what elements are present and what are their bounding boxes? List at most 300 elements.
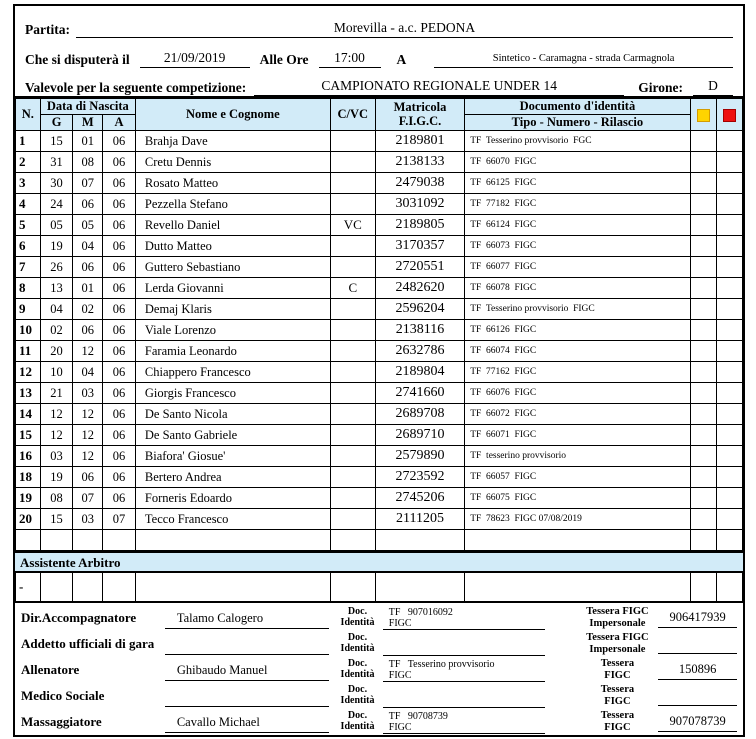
venue-field[interactable]: Sintetico - Caramagna - strada Carmagnola (434, 53, 733, 68)
birth-year-cell: 06 (103, 488, 136, 509)
tessera-label-line2: FIGC (604, 669, 631, 681)
table-row (16, 446, 743, 467)
staff-role-label: Allenatore (21, 661, 80, 677)
captain-flag-cell (330, 299, 375, 320)
matricola-line1: Matricola (393, 99, 447, 114)
captain-flag-cell (330, 320, 375, 341)
tessera-label (581, 632, 655, 654)
yellow-card-cell (690, 299, 716, 320)
matricola-cell: 2579890 (375, 446, 464, 467)
birth-month-cell: 08 (73, 152, 103, 173)
birth-year-cell: 06 (103, 152, 136, 173)
document-cell: TF 66124 FIGC (465, 215, 690, 236)
tessera-number-field[interactable]: 907078739 (658, 712, 737, 732)
red-card-cell (716, 173, 742, 194)
birth-year-cell: 06 (103, 278, 136, 299)
assistant-referee-band: Assistente Arbitro (15, 551, 743, 572)
player-number-cell: 12 (16, 362, 41, 383)
red-card-cell (716, 299, 742, 320)
birth-month-cell: 12 (73, 341, 103, 362)
document-cell: TF 66074 FIGC (465, 341, 690, 362)
staff-role-label: Massaggiatore (21, 713, 102, 729)
document-cell: TF 66073 FIGC (465, 236, 690, 257)
partita-field[interactable]: Morevilla - a.c. PEDONA (76, 20, 733, 38)
table-row (16, 215, 743, 236)
yellow-card-icon (697, 109, 710, 122)
captain-flag-cell (330, 341, 375, 362)
player-name-cell: Revello Daniel (135, 215, 330, 236)
assistant-day-cell (40, 573, 73, 602)
birth-month-cell (73, 530, 103, 551)
red-card-cell (716, 236, 742, 257)
document-cell: TF Tesserino provvisorio FGC (465, 131, 690, 152)
tessera-label (581, 606, 655, 628)
red-card-cell (716, 215, 742, 236)
document-cell: TF Tesserino provvisorio FIGC (465, 299, 690, 320)
assistant-year-cell (103, 573, 136, 602)
col-header-m: M (73, 115, 103, 131)
yellow-card-cell (690, 383, 716, 404)
player-name-cell: Giorgis Francesco (135, 383, 330, 404)
captain-flag-cell (330, 152, 375, 173)
staff-name-field[interactable] (165, 633, 329, 655)
birth-day-cell: 10 (40, 362, 73, 383)
tessera-label-line2: FIGC (604, 721, 631, 733)
table-row (16, 530, 743, 551)
yellow-card-cell (690, 278, 716, 299)
doc-identity-label (335, 685, 380, 706)
matricola-cell: 2189801 (375, 131, 464, 152)
document-cell: TF 66071 FIGC (465, 425, 690, 446)
birth-month-cell: 06 (73, 257, 103, 278)
col-header-matricola (375, 99, 464, 131)
staff-document-field[interactable] (383, 658, 545, 682)
captain-flag-cell: C (330, 278, 375, 299)
captain-flag-cell (330, 194, 375, 215)
red-card-cell (716, 152, 742, 173)
document-cell: TF 77162 FIGC (465, 362, 690, 383)
table-row (16, 131, 743, 152)
tessera-label (581, 710, 655, 732)
assistant-month-cell (73, 573, 103, 602)
birth-day-cell: 20 (40, 341, 73, 362)
player-number-cell: 5 (16, 215, 41, 236)
staff-row (21, 709, 737, 735)
staff-role-label: Addetto ufficiali di gara (21, 635, 155, 651)
birth-month-cell: 04 (73, 362, 103, 383)
yellow-card-cell (690, 362, 716, 383)
document-cell: TF 66070 FIGC (465, 152, 690, 173)
matricola-cell: 3170357 (375, 236, 464, 257)
matricola-cell: 2720551 (375, 257, 464, 278)
player-number-cell: 9 (16, 299, 41, 320)
red-card-cell (716, 131, 742, 152)
birth-day-cell: 19 (40, 467, 73, 488)
birth-day-cell: 03 (40, 446, 73, 467)
staff-doc-line1: TF Tesserino provvisorio (388, 658, 495, 670)
red-card-cell (716, 446, 742, 467)
time-label: Alle Ore (259, 52, 309, 67)
captain-flag-cell (330, 530, 375, 551)
staff-row (21, 657, 737, 683)
staff-name-field[interactable]: Cavallo Michael (165, 711, 329, 733)
tessera-number-field[interactable]: 150896 (658, 660, 737, 680)
birth-month-cell: 12 (73, 425, 103, 446)
birth-month-cell: 06 (73, 320, 103, 341)
staff-doc-line1: TF 907016092 (388, 606, 453, 618)
player-number-cell: 18 (16, 467, 41, 488)
birth-month-cell: 03 (73, 509, 103, 530)
staff-document-field[interactable] (383, 684, 545, 708)
birth-year-cell: 06 (103, 215, 136, 236)
yellow-card-cell (690, 131, 716, 152)
matricola-cell (375, 530, 464, 551)
red-card-cell (716, 257, 742, 278)
matricola-cell: 2689708 (375, 404, 464, 425)
birth-year-cell (103, 530, 136, 551)
birth-month-cell: 01 (73, 131, 103, 152)
document-cell: TF 66077 FIGC (465, 257, 690, 278)
staff-doc-line2: FIGC (388, 617, 412, 629)
staff-name-field[interactable] (165, 685, 329, 707)
yellow-card-cell (690, 425, 716, 446)
birth-day-cell: 19 (40, 236, 73, 257)
assistant-name-cell[interactable] (135, 573, 330, 602)
assistant-red-card-cell (716, 573, 742, 602)
matricola-cell: 2596204 (375, 299, 464, 320)
roster-table (15, 98, 743, 551)
birth-month-cell: 12 (73, 404, 103, 425)
table-row (16, 299, 743, 320)
birth-day-cell: 31 (40, 152, 73, 173)
birth-month-cell: 03 (73, 383, 103, 404)
assistant-yellow-card-cell (690, 573, 716, 602)
birth-day-cell: 05 (40, 215, 73, 236)
col-header-a: A (103, 115, 136, 131)
staff-document-field[interactable] (383, 710, 545, 734)
document-cell: TF 66057 FIGC (465, 467, 690, 488)
staff-role-label: Dir.Accompagnatore (21, 609, 137, 625)
matricola-cell: 2745206 (375, 488, 464, 509)
staff-row (21, 631, 737, 657)
player-name-cell: Forneris Edoardo (135, 488, 330, 509)
birth-year-cell: 06 (103, 257, 136, 278)
time-field[interactable]: 17:00 (319, 50, 381, 68)
tessera-number-field[interactable] (658, 634, 737, 654)
at-label: A (396, 52, 407, 67)
player-number-cell: 2 (16, 152, 41, 173)
yellow-card-cell (690, 320, 716, 341)
player-number-cell: 4 (16, 194, 41, 215)
table-row (16, 257, 743, 278)
date-field[interactable]: 21/09/2019 (140, 50, 250, 68)
birth-month-cell: 05 (73, 215, 103, 236)
player-name-cell: Biafora' Giosue' (135, 446, 330, 467)
birth-year-cell: 06 (103, 383, 136, 404)
captain-flag-cell (330, 488, 375, 509)
col-header-g: G (40, 115, 73, 131)
player-name-cell: Lerda Giovanni (135, 278, 330, 299)
birth-day-cell: 08 (40, 488, 73, 509)
competition-field[interactable]: CAMPIONATO REGIONALE UNDER 14 (254, 78, 624, 96)
captain-flag-cell (330, 131, 375, 152)
birth-day-cell: 12 (40, 425, 73, 446)
doc-label-line1: Doc. (347, 684, 368, 695)
table-row (16, 383, 743, 404)
staff-name-field[interactable]: Ghibaudo Manuel (165, 659, 329, 681)
matricola-cell: 2479038 (375, 173, 464, 194)
player-number-cell: 8 (16, 278, 41, 299)
roster-body (16, 131, 743, 551)
birth-day-cell: 24 (40, 194, 73, 215)
birth-day-cell: 15 (40, 131, 73, 152)
col-header-birth: Data di Nascita (40, 99, 135, 115)
col-header-name: Nome e Cognome (135, 99, 330, 131)
doc-label-line2: Identità (340, 642, 375, 654)
player-number-cell: 3 (16, 173, 41, 194)
form-header (15, 6, 743, 98)
player-number-cell: 19 (16, 488, 41, 509)
yellow-card-cell (690, 530, 716, 551)
tessera-label-line1: Tessera (600, 684, 635, 696)
matricola-cell: 2189804 (375, 362, 464, 383)
birth-year-cell: 07 (103, 509, 136, 530)
red-card-cell (716, 278, 742, 299)
captain-flag-cell (330, 173, 375, 194)
girone-label: Girone: (638, 80, 683, 95)
matricola-cell: 2482620 (375, 278, 464, 299)
assistant-matricola-cell (375, 573, 464, 602)
tessera-label-line1: Tessera FIGC (586, 632, 649, 644)
red-card-cell (716, 425, 742, 446)
staff-doc-line2: FIGC (388, 721, 412, 733)
player-number-cell (16, 530, 41, 551)
tessera-label (581, 684, 655, 706)
player-name-cell: Pezzella Stefano (135, 194, 330, 215)
player-name-cell: Tecco Francesco (135, 509, 330, 530)
player-name-cell: Viale Lorenzo (135, 320, 330, 341)
birth-day-cell (40, 530, 73, 551)
birth-year-cell: 06 (103, 194, 136, 215)
table-row (16, 341, 743, 362)
doc-label-line2: Identità (340, 668, 375, 680)
doc-label-line1: Doc. (347, 710, 368, 721)
tessera-number-field[interactable]: 906417939 (658, 608, 737, 628)
table-row (16, 278, 743, 299)
col-header-documento: Documento d'identità (465, 99, 690, 115)
yellow-card-cell (690, 404, 716, 425)
doc-label-line1: Doc. (347, 632, 368, 643)
matricola-cell: 2138116 (375, 320, 464, 341)
red-card-icon (723, 109, 736, 122)
birth-year-cell: 06 (103, 299, 136, 320)
red-card-cell (716, 530, 742, 551)
player-name-cell: Chiappero Francesco (135, 362, 330, 383)
captain-flag-cell (330, 509, 375, 530)
player-number-cell: 10 (16, 320, 41, 341)
staff-row (21, 683, 737, 709)
table-row (16, 425, 743, 446)
doc-identity-label (335, 659, 380, 680)
doc-identity-label (335, 633, 380, 654)
player-number-cell: 1 (16, 131, 41, 152)
birth-month-cell: 07 (73, 488, 103, 509)
birth-month-cell: 06 (73, 194, 103, 215)
matricola-cell: 2741660 (375, 383, 464, 404)
document-cell: TF 77182 FIGC (465, 194, 690, 215)
yellow-card-cell (690, 215, 716, 236)
player-name-cell: Guttero Sebastiano (135, 257, 330, 278)
matricola-line2: F.I.G.C. (398, 113, 442, 128)
yellow-card-cell (690, 236, 716, 257)
player-name-cell: Bertero Andrea (135, 467, 330, 488)
tessera-label-line1: Tessera (600, 710, 635, 722)
captain-flag-cell (330, 257, 375, 278)
red-card-cell (716, 194, 742, 215)
assistant-referee-table (15, 572, 743, 603)
staff-doc-line1: TF 90708739 (388, 710, 448, 722)
red-card-cell (716, 467, 742, 488)
doc-identity-label (335, 711, 380, 732)
doc-label-line1: Doc. (347, 658, 368, 669)
captain-flag-cell (330, 446, 375, 467)
table-row (16, 467, 743, 488)
table-row (16, 236, 743, 257)
birth-year-cell: 06 (103, 341, 136, 362)
tessera-label-line2: FIGC (604, 695, 631, 707)
document-cell: TF 66125 FIGC (465, 173, 690, 194)
col-header-cvc: C/VC (330, 99, 375, 131)
yellow-card-cell (690, 194, 716, 215)
birth-day-cell: 26 (40, 257, 73, 278)
matricola-cell: 2632786 (375, 341, 464, 362)
assistant-document-cell (465, 573, 690, 602)
staff-role-label: Medico Sociale (21, 687, 105, 703)
col-header-yellow-card (690, 99, 716, 131)
tessera-label (581, 658, 655, 680)
doc-label-line1: Doc. (347, 606, 368, 617)
yellow-card-cell (690, 509, 716, 530)
partita-label: Partita: (25, 22, 70, 37)
yellow-card-cell (690, 341, 716, 362)
birth-year-cell: 06 (103, 467, 136, 488)
match-roster-form (13, 4, 745, 737)
assistant-referee-row (16, 573, 743, 602)
player-name-cell: Dutto Matteo (135, 236, 330, 257)
staff-document-field[interactable] (383, 632, 545, 656)
table-row (16, 152, 743, 173)
yellow-card-cell (690, 467, 716, 488)
girone-field[interactable]: D (693, 78, 733, 96)
staff-row (21, 605, 737, 631)
matricola-cell: 2138133 (375, 152, 464, 173)
birth-month-cell: 06 (73, 467, 103, 488)
tessera-number-field[interactable] (658, 686, 737, 706)
document-cell (465, 530, 690, 551)
player-number-cell: 11 (16, 341, 41, 362)
staff-section (15, 603, 743, 735)
staff-name-field[interactable]: Talamo Calogero (165, 607, 329, 629)
player-name-cell: Rosato Matteo (135, 173, 330, 194)
col-header-n: N. (16, 99, 41, 131)
yellow-card-cell (690, 446, 716, 467)
doc-label-line2: Identità (340, 616, 375, 628)
staff-doc-line2: FIGC (388, 669, 412, 681)
player-name-cell: Brahja Dave (135, 131, 330, 152)
birth-year-cell: 06 (103, 446, 136, 467)
player-number-cell: 13 (16, 383, 41, 404)
player-name-cell: Cretu Dennis (135, 152, 330, 173)
captain-flag-cell: VC (330, 215, 375, 236)
player-name-cell: Faramia Leonardo (135, 341, 330, 362)
red-card-cell (716, 383, 742, 404)
player-name-cell: De Santo Gabriele (135, 425, 330, 446)
birth-year-cell: 06 (103, 173, 136, 194)
yellow-card-cell (690, 488, 716, 509)
captain-flag-cell (330, 425, 375, 446)
document-cell: TF 78623 FIGC 07/08/2019 (465, 509, 690, 530)
yellow-card-cell (690, 173, 716, 194)
yellow-card-cell (690, 257, 716, 278)
assistant-cvc-cell (330, 573, 375, 602)
birth-day-cell: 21 (40, 383, 73, 404)
col-header-red-card (716, 99, 742, 131)
birth-month-cell: 12 (73, 446, 103, 467)
table-row (16, 320, 743, 341)
birth-year-cell: 06 (103, 236, 136, 257)
captain-flag-cell (330, 467, 375, 488)
captain-flag-cell (330, 404, 375, 425)
red-card-cell (716, 488, 742, 509)
staff-document-field[interactable] (383, 606, 545, 630)
matricola-cell: 2189805 (375, 215, 464, 236)
document-cell: TF 66078 FIGC (465, 278, 690, 299)
red-card-cell (716, 341, 742, 362)
document-cell: TF tesserino provvisorio (465, 446, 690, 467)
tessera-label-line1: Tessera (600, 658, 635, 670)
birth-month-cell: 04 (73, 236, 103, 257)
player-name-cell: De Santo Nicola (135, 404, 330, 425)
doc-identity-label (335, 607, 380, 628)
document-cell: TF 66126 FIGC (465, 320, 690, 341)
red-card-cell (716, 320, 742, 341)
birth-year-cell: 06 (103, 131, 136, 152)
player-number-cell: 14 (16, 404, 41, 425)
red-card-cell (716, 362, 742, 383)
birth-day-cell: 30 (40, 173, 73, 194)
player-number-cell: 6 (16, 236, 41, 257)
yellow-card-cell (690, 152, 716, 173)
player-number-cell: 15 (16, 425, 41, 446)
table-row (16, 404, 743, 425)
document-cell: TF 66072 FIGC (465, 404, 690, 425)
birth-day-cell: 13 (40, 278, 73, 299)
birth-month-cell: 01 (73, 278, 103, 299)
captain-flag-cell (330, 362, 375, 383)
matricola-cell: 3031092 (375, 194, 464, 215)
birth-day-cell: 15 (40, 509, 73, 530)
competition-label: Valevole per la seguente competizione: (25, 80, 247, 95)
captain-flag-cell (330, 383, 375, 404)
birth-day-cell: 04 (40, 299, 73, 320)
birth-year-cell: 06 (103, 404, 136, 425)
date-label: Che si disputerà il (25, 52, 130, 67)
table-row (16, 173, 743, 194)
birth-year-cell: 06 (103, 320, 136, 341)
table-row (16, 362, 743, 383)
tessera-label-line2: Impersonale (589, 643, 646, 655)
table-row (16, 194, 743, 215)
